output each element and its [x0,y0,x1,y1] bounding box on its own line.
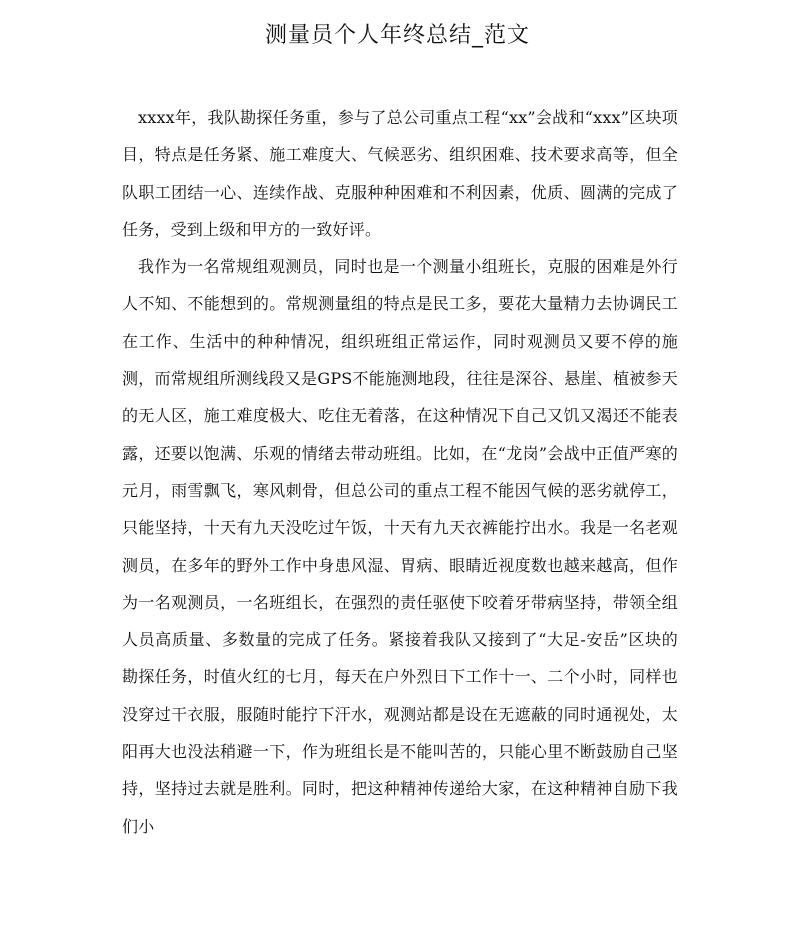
paragraph: xxxx年，我队勘探任务重，参与了总公司重点工程“xx”会战和“xxx”区块项目，特点是任务紧、施工难度大、气候恶劣、组织困难、技术要求高等，但全队职工团结一心、连续作战、克服种种困难和不利因素，优质、圆满的完成了任务，受到上级和甲方的一致好评。 [122,108,678,239]
document-body [122,99,678,845]
paragraph: 我作为一名常规组观测员，同时也是一个测量小组班长，克服的困难是外行人不知、不能想到的。常规测量组的特点是民工多，要花大量精力去协调民工在工作、生活中的种种情况，组织班组正常运作，同时观测员又要不停的施测，而常规组所测线段又是GPS不能施测地段，往往是深谷、悬崖、植被参天的无人区，施工难度极大、吃住无着落，在这种情况下自己又饥又渴还不能表露，还要以饱满、乐观的情绪去带动班组。比如，在“龙岗”会战中正值严寒的元月，雨雪飘飞，寒风刺骨，但总公司的重点工程不能因气候的恶劣就停工，只能坚持，十天有九天没吃过午饭，十天有九天衣裤能拧出水。我是一名老观测员，在多年的野外工作中身患风湿、胃病、眼睛近视度数也越来越高，但作为一名观测员，一名班组长，在强烈的责任驱使下咬着牙带病坚持，带领全组人员高质量、多数量的完成了任务。紧接着我队又接到了“大足-安岳”区块的勘探任务，时值火红的七月，每天在户外烈日下工作十一、二个小时，同样也没穿过干衣服，服随时能拧下汗水，观测站都是设在无遮蔽的同时通视处，太阳再大也没法稍避一下，作为班组长是不能叫苦的，只能心里不断鼓励自己坚持，坚持过去就是胜利。同时，把这种精神传递给大家，在这种精神自励下我们小 [122,257,678,836]
page-title: 测量员个人年终总结_范文 [264,23,530,48]
